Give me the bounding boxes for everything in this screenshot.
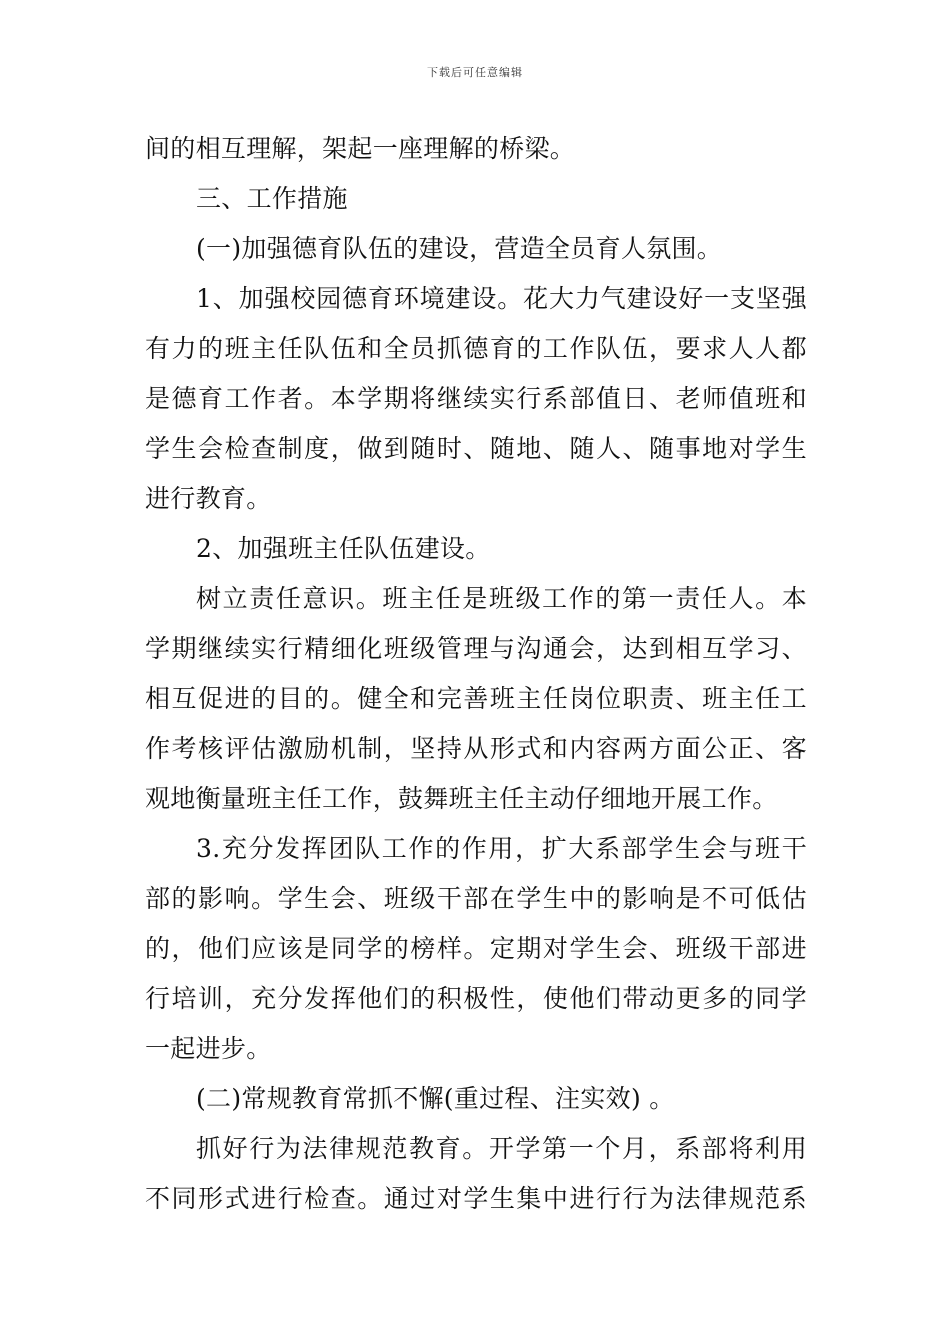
text-line: 部的影响。学生会、班级干部在学生中的影响是不可低估 [145,884,807,913]
text-line: 行培训，充分发挥他们的积极性，使他们带动更多的同学 [145,984,807,1013]
text-line: 是德育工作者。本学期将继续实行系部值日、老师值班和 [145,384,807,413]
text-line: 相互促进的目的。健全和完善班主任岗位职责、班主任工 [145,684,807,713]
subsection-heading: (二)常规教育常抓不懈(重过程、注实效) 。 [196,1084,675,1113]
text-line: 1、加强校园德育环境建设。花大力气建设好一支坚强 [196,284,807,313]
text-line: 间的相互理解，架起一座理解的桥梁。 [145,134,576,163]
subsection-heading: (一)加强德育队伍的建设，营造全员育人氛围。 [196,234,723,263]
text-line: 作考核评估激励机制，坚持从形式和内容两方面公正、客 [145,734,807,763]
text-line: 2、加强班主任队伍建设。 [196,534,491,563]
text-line: 的，他们应该是同学的榜样。定期对学生会、班级干部进 [145,934,807,963]
text-line: 抓好行为法律规范教育。开学第一个月，系部将利用 [196,1134,807,1163]
text-line: 学生会检查制度，做到随时、随地、随人、随事地对学生 [145,434,807,463]
section-heading: 三、工作措施 [196,184,348,213]
text-line: 一起进步。 [145,1034,272,1063]
text-line: 进行教育。 [145,484,272,513]
page-header: 下载后可任意编辑 [427,66,523,79]
text-line: 有力的班主任队伍和全员抓德育的工作队伍，要求人人都 [145,334,807,363]
text-line: 观地衡量班主任工作，鼓舞班主任主动仔细地开展工作。 [145,784,778,813]
text-line: 不同形式进行检查。通过对学生集中进行行为法律规范系 [145,1184,807,1213]
document-body [145,124,807,1224]
text-line: 学期继续实行精细化班级管理与沟通会，达到相互学习、 [145,634,807,663]
text-line: 树立责任意识。班主任是班级工作的第一责任人。本 [196,584,807,613]
text-line: 3.充分发挥团队工作的作用，扩大系部学生会与班干 [196,834,807,863]
